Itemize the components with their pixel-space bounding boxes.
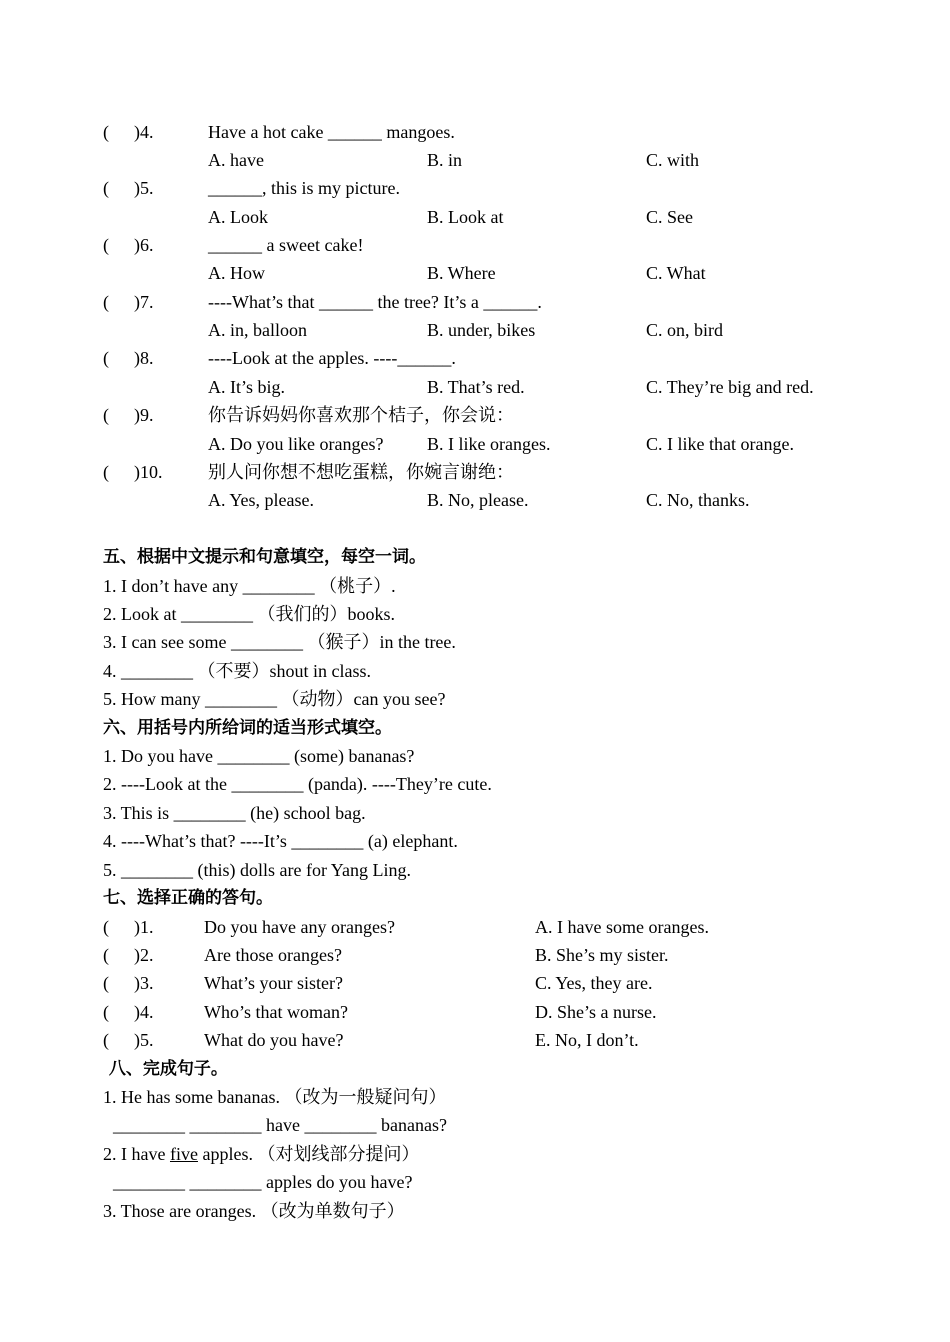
answer-option: B. She’s my sister.: [535, 945, 669, 965]
fill-item: 4. ----What’s that? ----It’s ________ (a) elephant.: [103, 831, 458, 851]
question-number: )4.: [134, 122, 154, 142]
answer-paren: (: [103, 292, 109, 312]
answer-option: E. No, I don’t.: [535, 1030, 639, 1050]
question-number: )10.: [134, 462, 163, 482]
question-text: Who’s that woman?: [204, 1002, 348, 1022]
question-number: )5.: [134, 1030, 154, 1050]
option-b: B. Where: [427, 263, 496, 283]
answer-blanks: ________ ________ apples do you have?: [113, 1172, 413, 1192]
section-title: 五、根据中文提示和句意填空，每空一词。: [103, 547, 426, 567]
fill-item: 3. This is ________ (he) school bag.: [103, 803, 366, 823]
fill-item: 5. ________ (this) dolls are for Yang Ling.: [103, 860, 411, 880]
option-c: C. No, thanks.: [646, 490, 750, 510]
option-a: A. in, balloon: [208, 320, 307, 340]
answer-paren: (: [103, 1030, 109, 1050]
underlined-word: five: [169, 1144, 198, 1164]
question-text: ----Look at the apples. ----______.: [208, 348, 456, 368]
question-text: 别人问你想不想吃蛋糕，你婉言谢绝：: [208, 462, 514, 482]
sentence-item: 3. Those are oranges. （改为单数句子）: [103, 1201, 405, 1221]
option-a: A. Yes, please.: [208, 490, 314, 510]
answer-paren: (: [103, 122, 109, 142]
answer-paren: (: [103, 462, 109, 482]
question-number: )6.: [134, 235, 154, 255]
option-a: A. Look: [208, 207, 268, 227]
question-number: )7.: [134, 292, 154, 312]
answer-option: D. She’s a nurse.: [535, 1002, 657, 1022]
option-b: B. under, bikes: [427, 320, 536, 340]
option-a: A. How: [208, 263, 265, 283]
option-c: C. I like that orange.: [646, 434, 794, 454]
sentence-prefix: 2. I have: [103, 1144, 170, 1164]
answer-paren: (: [103, 178, 109, 198]
option-a: A. It’s big.: [208, 377, 286, 397]
answer-option: A. I have some oranges.: [535, 917, 709, 937]
fill-item: 4. ________ （不要）shout in class.: [103, 661, 371, 681]
answer-paren: (: [103, 973, 109, 993]
question-number: )8.: [134, 348, 154, 368]
question-number: )3.: [134, 973, 154, 993]
question-text: Are those oranges?: [204, 945, 342, 965]
question-number: )1.: [134, 917, 154, 937]
answer-paren: (: [103, 945, 109, 965]
question-number: )2.: [134, 945, 154, 965]
answer-blanks: ________ ________ have ________ bananas?: [113, 1115, 447, 1135]
question-text: Have a hot cake ______ mangoes.: [208, 122, 455, 142]
question-text: What’s your sister?: [204, 973, 343, 993]
fill-item: 2. ----Look at the ________ (panda). ----They’re cute.: [103, 774, 492, 794]
option-b: B. No, please.: [427, 490, 529, 510]
sentence-item: [103, 1143, 419, 1165]
option-c: C. They’re big and red.: [646, 377, 814, 397]
option-c: C. with: [646, 150, 700, 170]
answer-paren: (: [103, 405, 109, 425]
sentence-item: 1. He has some bananas. （改为一般疑问句）: [103, 1087, 447, 1107]
section-title: 七、选择正确的答句。: [103, 888, 273, 908]
question-number: )4.: [134, 1002, 154, 1022]
fill-item: 3. I can see some ________ （猴子）in the tree.: [103, 632, 456, 652]
section-title: 六、用括号内所给词的适当形式填空。: [103, 718, 392, 738]
answer-paren: (: [103, 917, 109, 937]
option-c: C. on, bird: [646, 320, 724, 340]
option-c: C. What: [646, 263, 706, 283]
fill-item: 2. Look at ________ （我们的）books.: [103, 604, 395, 624]
option-c: C. See: [646, 207, 693, 227]
question-number: )5.: [134, 178, 154, 198]
answer-option: C. Yes, they are.: [535, 973, 653, 993]
option-a: A. have: [208, 150, 264, 170]
question-text: ______ a sweet cake!: [208, 235, 364, 255]
section-title: 八、完成句子。: [103, 1059, 228, 1079]
option-b: B. in: [427, 150, 463, 170]
question-text: Do you have any oranges?: [204, 917, 395, 937]
question-number: )9.: [134, 405, 154, 425]
question-text: 你告诉妈妈你喜欢那个桔子，你会说：: [208, 405, 514, 425]
fill-item: 1. Do you have ________ (some) bananas?: [103, 746, 415, 766]
answer-paren: (: [103, 1002, 109, 1022]
option-b: B. That’s red.: [427, 377, 525, 397]
option-b: B. Look at: [427, 207, 504, 227]
answer-paren: (: [103, 235, 109, 255]
question-text: What do you have?: [204, 1030, 344, 1050]
question-text: ----What’s that ______ the tree? It’s a ______.: [208, 292, 542, 312]
answer-paren: (: [103, 348, 109, 368]
option-b: B. I like oranges.: [427, 434, 551, 454]
fill-item: 5. How many ________ （动物）can you see?: [103, 689, 446, 709]
sentence-suffix: apples. （对划线部分提问）: [197, 1144, 420, 1164]
question-text: ______, this is my picture.: [208, 178, 400, 198]
fill-item: 1. I don’t have any ________ （桃子）.: [103, 576, 396, 596]
option-a: A. Do you like oranges?: [208, 434, 384, 454]
